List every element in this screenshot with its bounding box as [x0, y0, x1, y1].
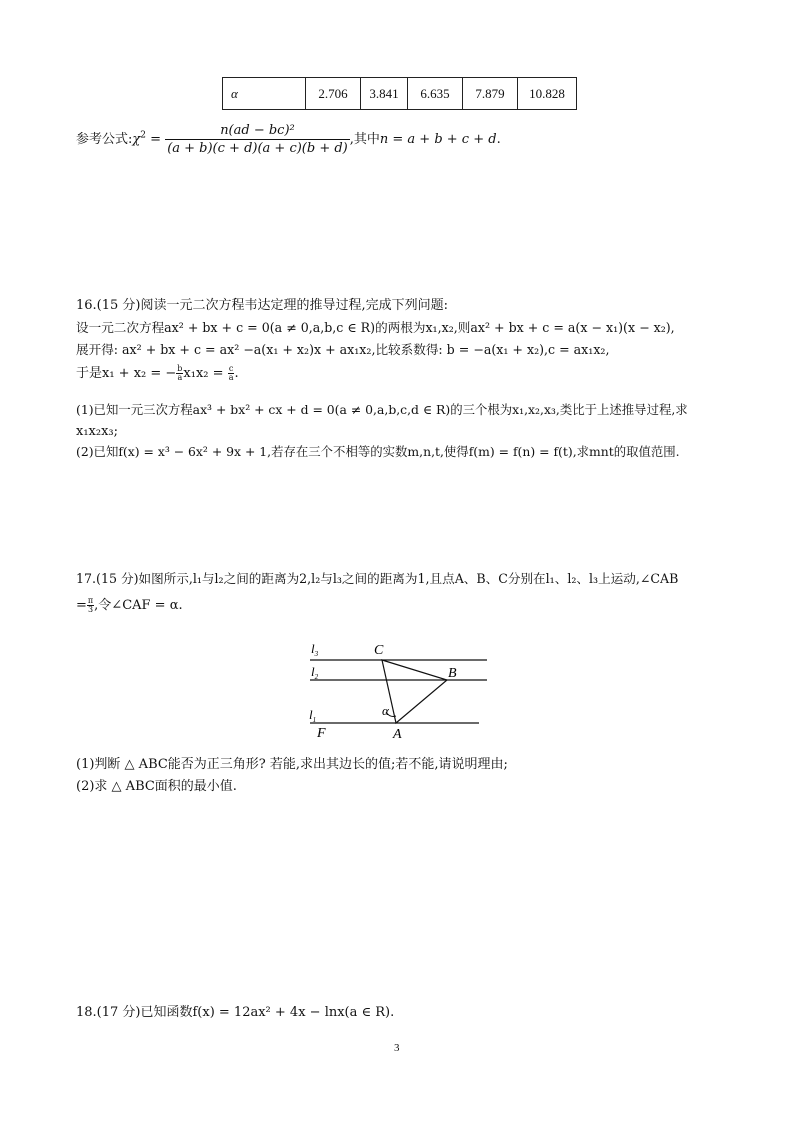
label-l3: $l_3$ [311, 641, 319, 658]
q16-line1: 设一元二次方程ax² + bx + c = 0(a ≠ 0,a,b,c ∈ R)的两根为x₁,x₂,则ax² + bx + c = a(x − x₁)(x − x₂), [76, 320, 675, 335]
formula-end: . [496, 132, 501, 147]
q17-part1: (1)判断 △ ABC能否为正三角形? 若能,求出其边长的值;若不能,请说明理由; [76, 757, 508, 772]
q16-line3-end: . [234, 366, 239, 381]
page-number: 3 [394, 1042, 400, 1054]
table-cell: 3.841 [361, 78, 408, 110]
geometry-figure [300, 636, 500, 744]
q17-line2-rest: ,令∠CAF = α. [94, 598, 183, 613]
label-a: A [393, 727, 402, 742]
table-cell-alpha: α [223, 78, 306, 110]
label-f: F [317, 726, 326, 741]
q17-line2 [76, 597, 183, 615]
q16-line3 [76, 365, 239, 383]
q17-line1: 17.(15 分)如图所示,l₁与l₂之间的距离为2,l₂与l₃之间的距离为1,且点A、B、C分别在l₁、l₂、l₃上运动,∠CAB [76, 571, 679, 586]
q18-line1: 18.(17 分)已知函数f(x) = 12ax² + 4x − lnx(a ∈ R). [76, 1005, 395, 1020]
formula-numerator: n(ad − bc)² [165, 122, 350, 140]
formula-where: n = a + b + c + d [379, 132, 497, 147]
q16-part1a: (1)已知一元三次方程ax³ + bx² + cx + d = 0(a ≠ 0,a,b,c,d ∈ R)的三个根为x₁,x₂,x₃,类比于上述推导过程,求 [76, 402, 688, 417]
q17-part2: (2)求 △ ABC面积的最小值. [76, 779, 237, 794]
q17-line2-prefix: = [76, 598, 87, 613]
q16-line2: 展开得: ax² + bx + c = ax² −a(x₁ + x₂)x + ax₁x₂,比较系数得: b = −a(x₁ + x₂),c = ax₁x₂, [76, 342, 610, 357]
reference-formula: 参考公式$:\chi^2$ = $\frac{\text{n(ad − bc)²}}{(a + b)(c + d)(a + c)(b + d)}$ ,其中n = a + b + c + d. [76, 123, 501, 156]
table-cell: 6.635 [408, 78, 463, 110]
label-l2: $l_2$ [311, 664, 319, 681]
formula-chi: χ [132, 132, 141, 147]
label-c: C [374, 643, 384, 658]
q16-title: 16.(15 分)阅读一元二次方程韦达定理的推导过程,完成下列问题: [76, 298, 449, 313]
label-l1: $l_1$ [309, 707, 317, 724]
formula-fraction [165, 122, 350, 157]
frac-numerator: π [87, 596, 94, 605]
frac-denominator: a [177, 373, 183, 382]
label-alpha: α [382, 703, 389, 718]
label-b: B [448, 666, 457, 681]
table-row [223, 78, 577, 110]
frac-numerator: c [228, 364, 234, 373]
formula-denominator: (a + b)(c + d)(a + c)(b + d) [167, 141, 348, 156]
triangle-abc [382, 660, 447, 723]
table-cell: 2.706 [306, 78, 361, 110]
q16-line3-mid: x₁x₂ = [183, 366, 224, 381]
frac-numerator: b [177, 364, 183, 373]
critical-value-table [222, 77, 577, 110]
frac-denominator: a [228, 373, 234, 382]
frac-denominator: 3 [87, 605, 94, 614]
formula-prefix: 参考公式: [76, 132, 133, 147]
table-cell: 10.828 [518, 78, 577, 110]
formula-suffix: ,其中 [349, 132, 380, 147]
q16-line3-prefix: 于是x₁ + x₂ = − [76, 366, 177, 381]
table-cell: 7.879 [463, 78, 518, 110]
q16-part2: (2)已知f(x) = x³ − 6x² + 9x + 1,若存在三个不相等的实数m,n,t,使得f(m) = f(n) = f(t),求mnt的取值范围. [76, 444, 680, 459]
q16-part1b: x₁x₂x₃; [76, 424, 119, 439]
